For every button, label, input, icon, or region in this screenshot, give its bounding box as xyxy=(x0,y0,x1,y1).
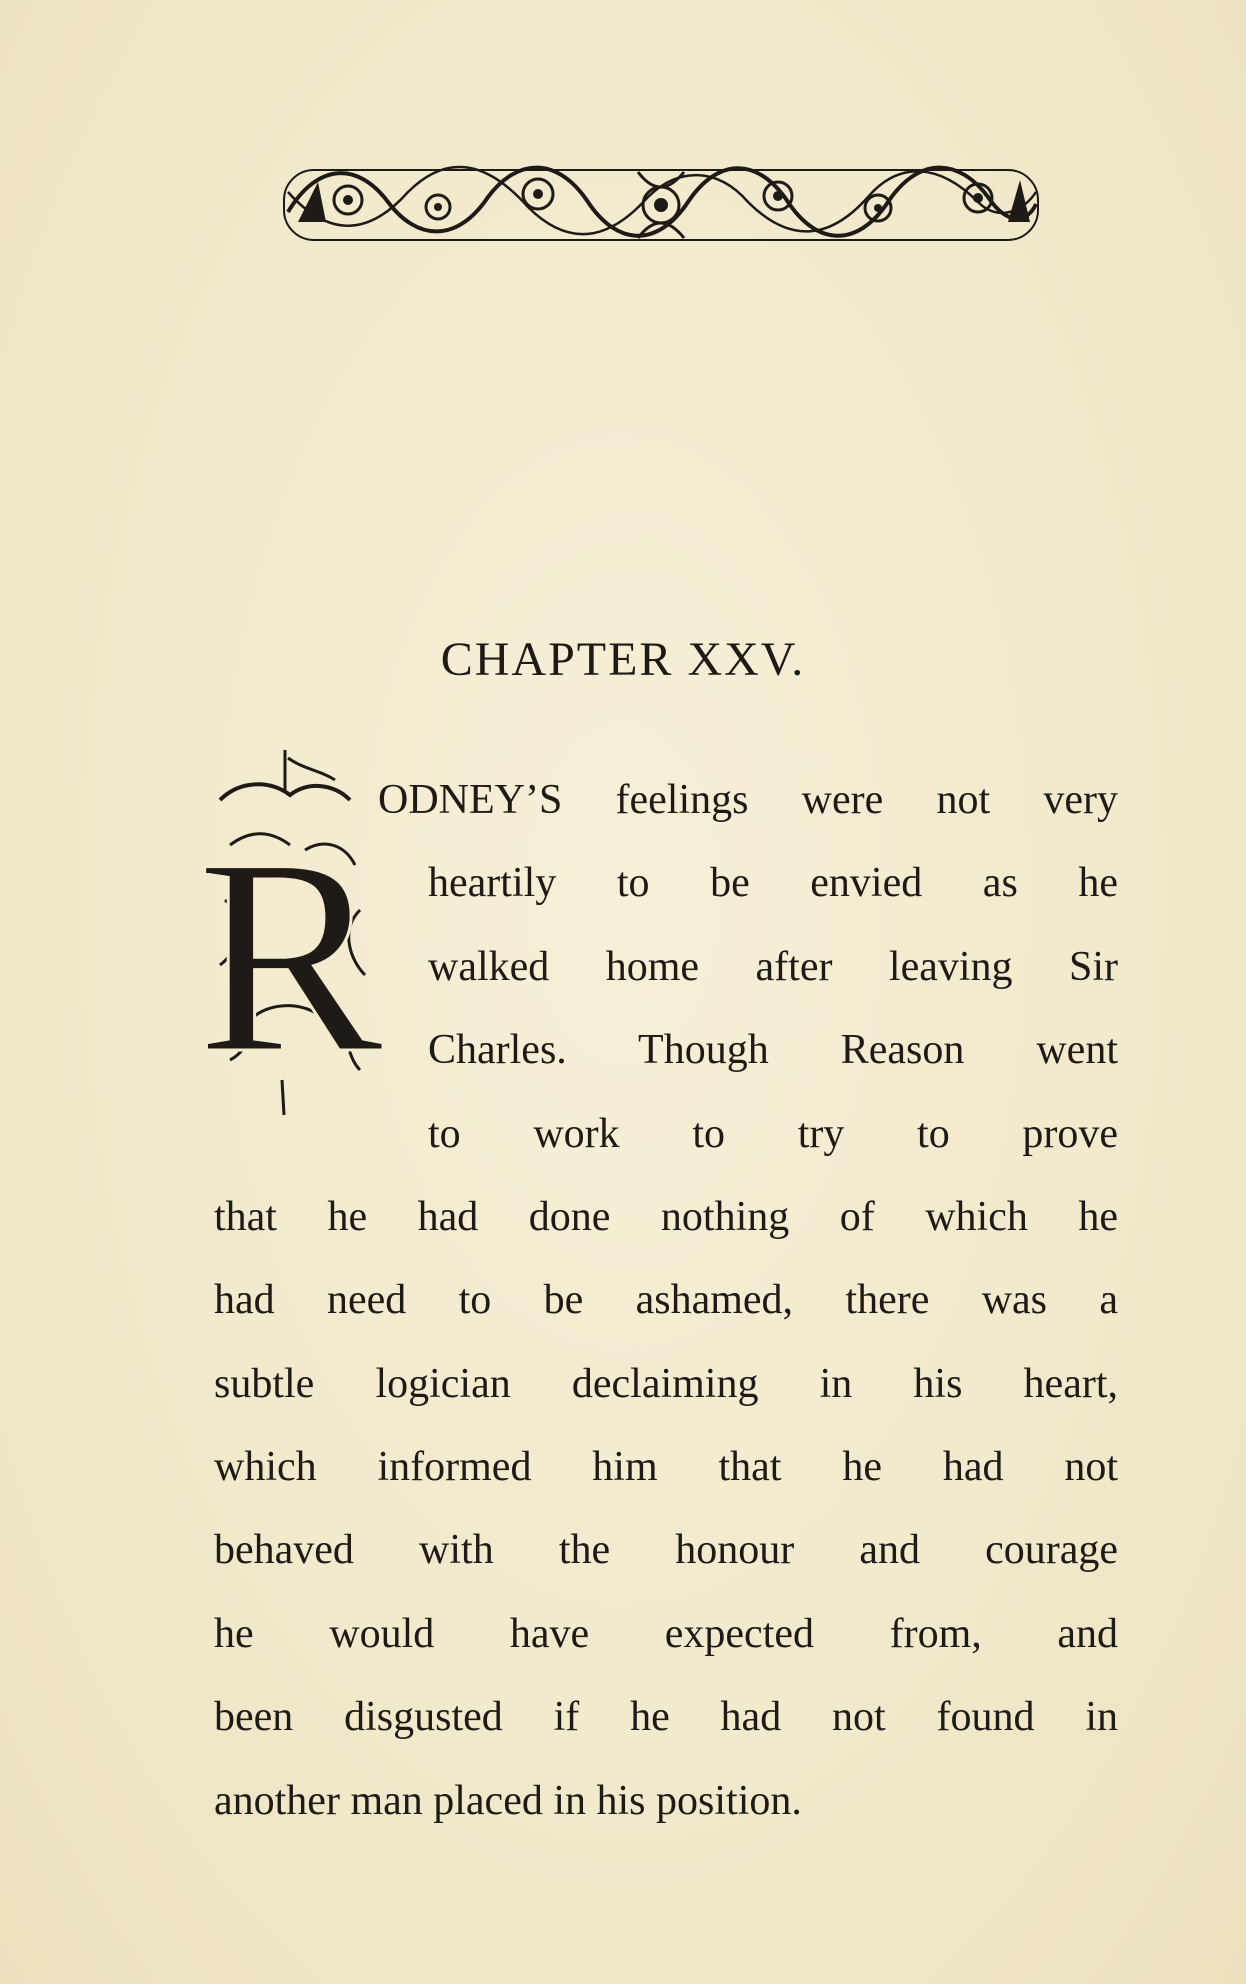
text-line-2: heartily to be envied as he xyxy=(428,860,1118,906)
chapter-title: CHAPTER XXV. xyxy=(440,633,806,686)
text-line-4: Charles. Though Reason went xyxy=(428,1027,1118,1073)
text-line-13: another man placed in his position. xyxy=(214,1778,802,1824)
text-line-8: subtle logician declaiming in his heart, xyxy=(214,1361,1118,1407)
decorated-initial xyxy=(196,750,384,1115)
ornamental-headpiece xyxy=(278,152,1044,258)
text-line-5: to work to try to prove xyxy=(428,1111,1118,1157)
text-line-3: walked home after leaving Sir xyxy=(428,944,1118,990)
text-line-11: he would have expected from, and xyxy=(214,1611,1118,1657)
text-line-10: behaved with the honour and courage xyxy=(214,1527,1118,1573)
dropcap-letter: R xyxy=(196,800,384,1111)
text-line-9: which informed him that he had not xyxy=(214,1444,1118,1490)
text-line-7: had need to be ashamed, there was a xyxy=(214,1277,1118,1323)
text-line-1: ODNEY’S feelings were not very xyxy=(378,777,1118,823)
text-line-6: that he had done nothing of which he xyxy=(214,1194,1118,1240)
text-line-12: been disgusted if he had not found in xyxy=(214,1694,1118,1740)
